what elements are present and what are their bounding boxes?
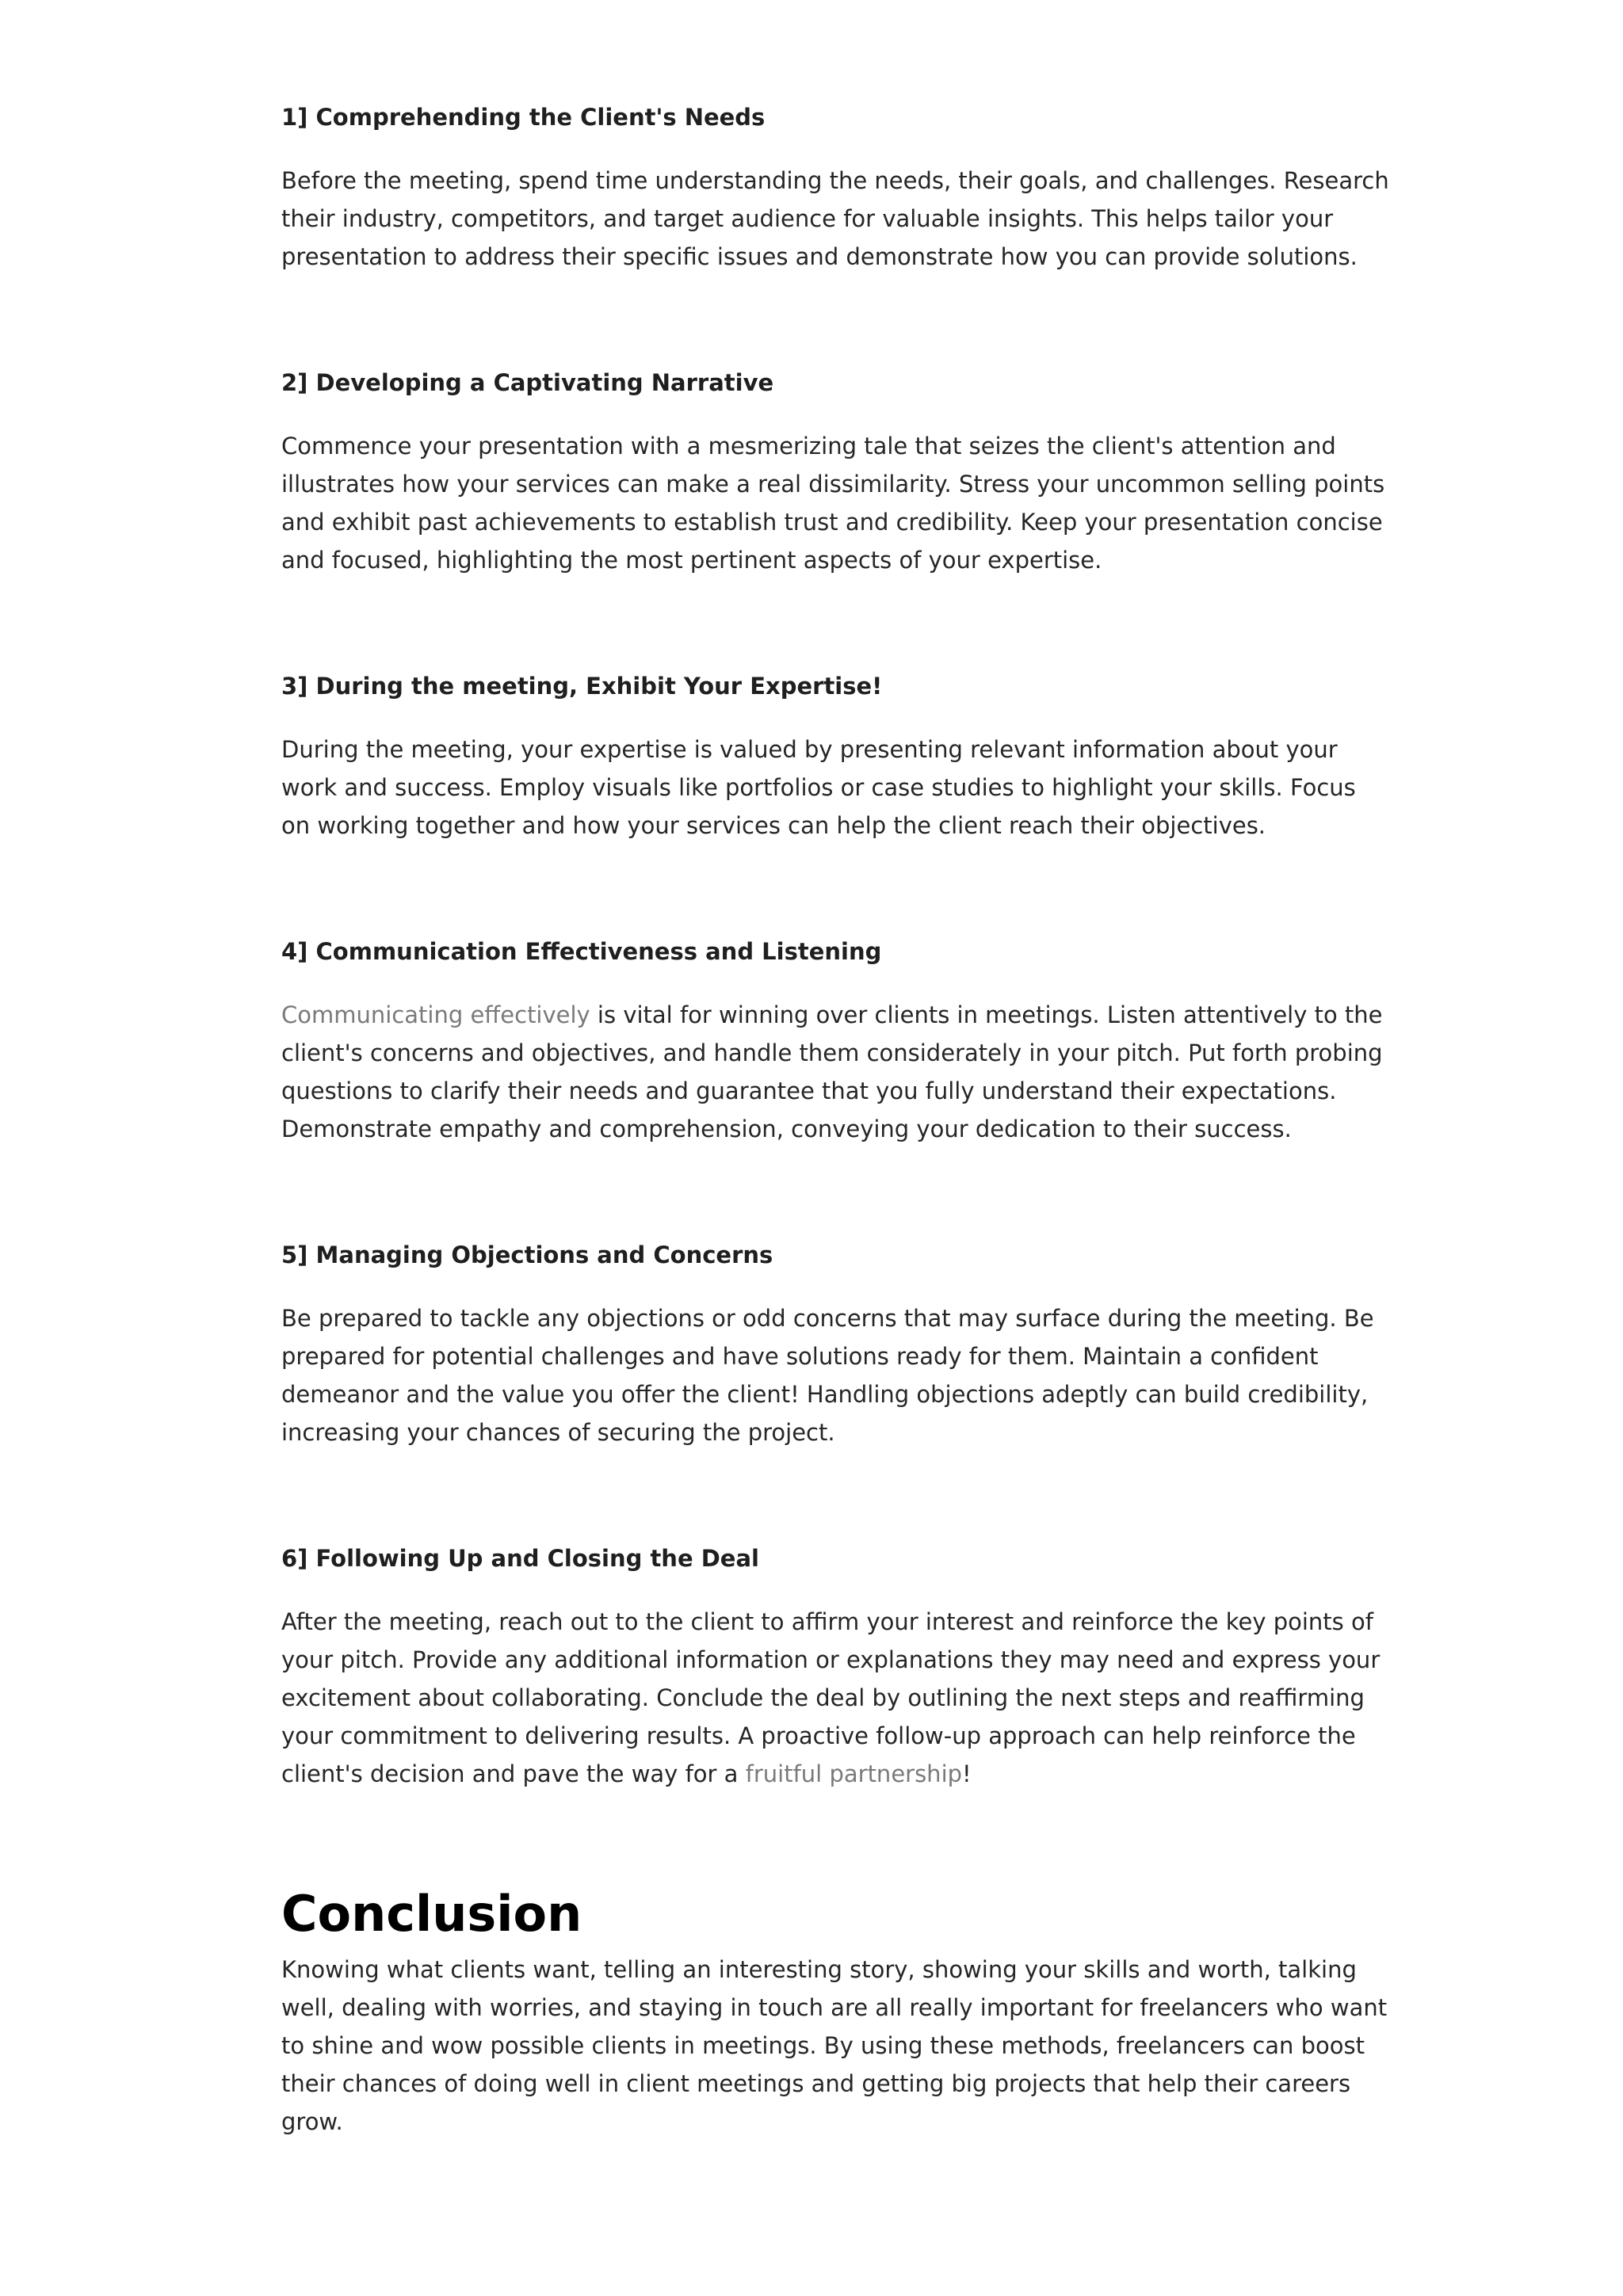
paragraph-text: is vital for winning over clients in meetings. Listen attentively to the client's concerns and objectives, and handle them considerately in your pitch. Put forth probing questions to clarify their needs and guarantee that you fully understand their expectations. Demonstrate empathy and comprehension, conveying your dedication to their success. [281, 1001, 1383, 1142]
section-heading: 2] Developing a Captivating Narrative [281, 369, 774, 396]
section-client-needs [281, 101, 1391, 276]
section-heading: 6] Following Up and Closing the Deal [281, 1545, 759, 1572]
section-captivating-narrative [281, 367, 1391, 579]
article-body [281, 101, 1391, 2141]
conclusion-heading: Conclusion [281, 1885, 582, 1943]
section-paragraph [281, 996, 1391, 1148]
section-heading: 5] Managing Objections and Concerns [281, 1241, 773, 1268]
communicating-effectively-link[interactable]: Communicating effectively [281, 1001, 590, 1028]
section-heading: 1] Comprehending the Client's Needs [281, 104, 766, 131]
section-conclusion [281, 1884, 1391, 2141]
section-paragraph: Be prepared to tackle any objections or odd concerns that may surface during the meeting. Be prepared for potential challenges and have solutions ready for them. Maintain a confident demeanor and the value you offer the client! Handling objections adeptly can build credibility, increasing your chances of securing the project. [281, 1305, 1374, 1446]
fruitful-partnership-link[interactable]: fruitful partnership [745, 1760, 963, 1787]
section-exhibit-expertise [281, 670, 1391, 845]
section-heading: 4] Communication Effectiveness and Listening [281, 938, 882, 965]
section-following-up [281, 1543, 1391, 1793]
section-paragraph: Commence your presentation with a mesmerizing tale that seizes the client's attention and illustrates how your services can make a real dissimilarity. Stress your uncommon selling points and exhibit past achievements to establish trust and credibility. Keep your presentation concise and focused, highlighting the most pertinent aspects of your expertise. [281, 433, 1385, 574]
section-heading: 3] During the meeting, Exhibit Your Expertise! [281, 673, 883, 700]
section-objections [281, 1239, 1391, 1451]
paragraph-text: After the meeting, reach out to the client to affirm your interest and reinforce the key points of your pitch. Provide any additional information or explanations they may need and express your excitement about collaborating. Conclude the deal by outlining the next steps and reaffirming your commitment to delivering results. A proactive follow-up approach can help reinforce the client's decision and pave the way for a [281, 1608, 1381, 1787]
conclusion-paragraph: Knowing what clients want, telling an interesting story, showing your skills and worth, talking well, dealing with worries, and staying in touch are all really important for freelancers who want to shine and wow possible clients in meetings. By using these methods, freelancers can boost their chances of doing well in client meetings and getting big projects that help their careers grow. [281, 1956, 1388, 2135]
section-communication [281, 936, 1391, 1148]
section-paragraph: Before the meeting, spend time understanding the needs, their goals, and challenges. Research their industry, competitors, and target audience for valuable insights. This helps tailor your presentation to address their specific issues and demonstrate how you can provide solutions. [281, 167, 1389, 270]
section-paragraph [281, 1603, 1391, 1793]
paragraph-text: ! [962, 1760, 972, 1787]
section-paragraph: During the meeting, your expertise is valued by presenting relevant information about your work and success. Employ visuals like portfolios or case studies to highlight your skills. Focus on working together and how your services can help the client reach their objectives. [281, 736, 1356, 839]
